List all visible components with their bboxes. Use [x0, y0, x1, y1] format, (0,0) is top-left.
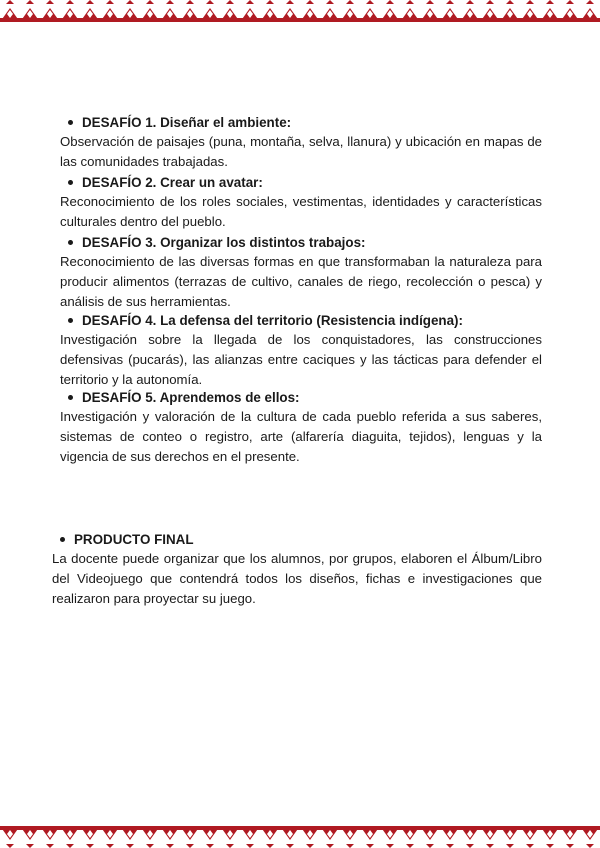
challenge-4-description: Investigación sobre la llegada de los conquistadores, las construcciones defensivas (pucarás), las alianzas entre caciques y las tácticas para defender el territorio y la autonomía.	[60, 332, 542, 387]
final-product	[52, 530, 542, 609]
challenge-3	[60, 233, 542, 312]
challenge-5-description: Investigación y valoración de la cultura de cada pueblo referida a sus saberes, sistemas de conteo o registro, arte (alfarería diaguita, tejidos), lenguas y la vigencia de sus derechos en el presente.	[60, 409, 542, 464]
challenge-5-title: DESAFÍO 5. Aprendemos de ellos:	[60, 388, 542, 407]
challenge-2-title: DESAFÍO 2. Crear un avatar:	[60, 173, 542, 192]
challenge-1	[60, 113, 542, 172]
challenge-1-title: DESAFÍO 1. Diseñar el ambiente:	[60, 113, 542, 132]
challenge-2-description: Reconocimiento de los roles sociales, vestimentas, identidades y características culturales dentro del pueblo.	[60, 194, 542, 229]
challenge-2	[60, 173, 542, 232]
final-product-title: PRODUCTO FINAL	[52, 530, 542, 549]
final-product-description: La docente puede organizar que los alumnos, por grupos, elaboren el Álbum/Libro del Videojuego que contendrá todos los diseños, fichas e investigaciones que realizaron para proyectar su juego.	[52, 551, 542, 606]
challenge-5	[60, 388, 542, 467]
decorative-border-bottom	[0, 826, 600, 848]
challenge-3-title: DESAFÍO 3. Organizar los distintos trabajos:	[60, 233, 542, 252]
challenge-4-title: DESAFÍO 4. La defensa del territorio (Resistencia indígena):	[60, 311, 542, 330]
challenge-3-description: Reconocimiento de las diversas formas en que transformaban la naturaleza para producir alimentos (terrazas de cultivo, canales de riego, recolección o pesca) y análisis de sus herramientas.	[60, 254, 542, 309]
challenge-4	[60, 311, 542, 390]
challenge-1-description: Observación de paisajes (puna, montaña, selva, llanura) y ubicación en mapas de las comunidades trabajadas.	[60, 134, 542, 169]
